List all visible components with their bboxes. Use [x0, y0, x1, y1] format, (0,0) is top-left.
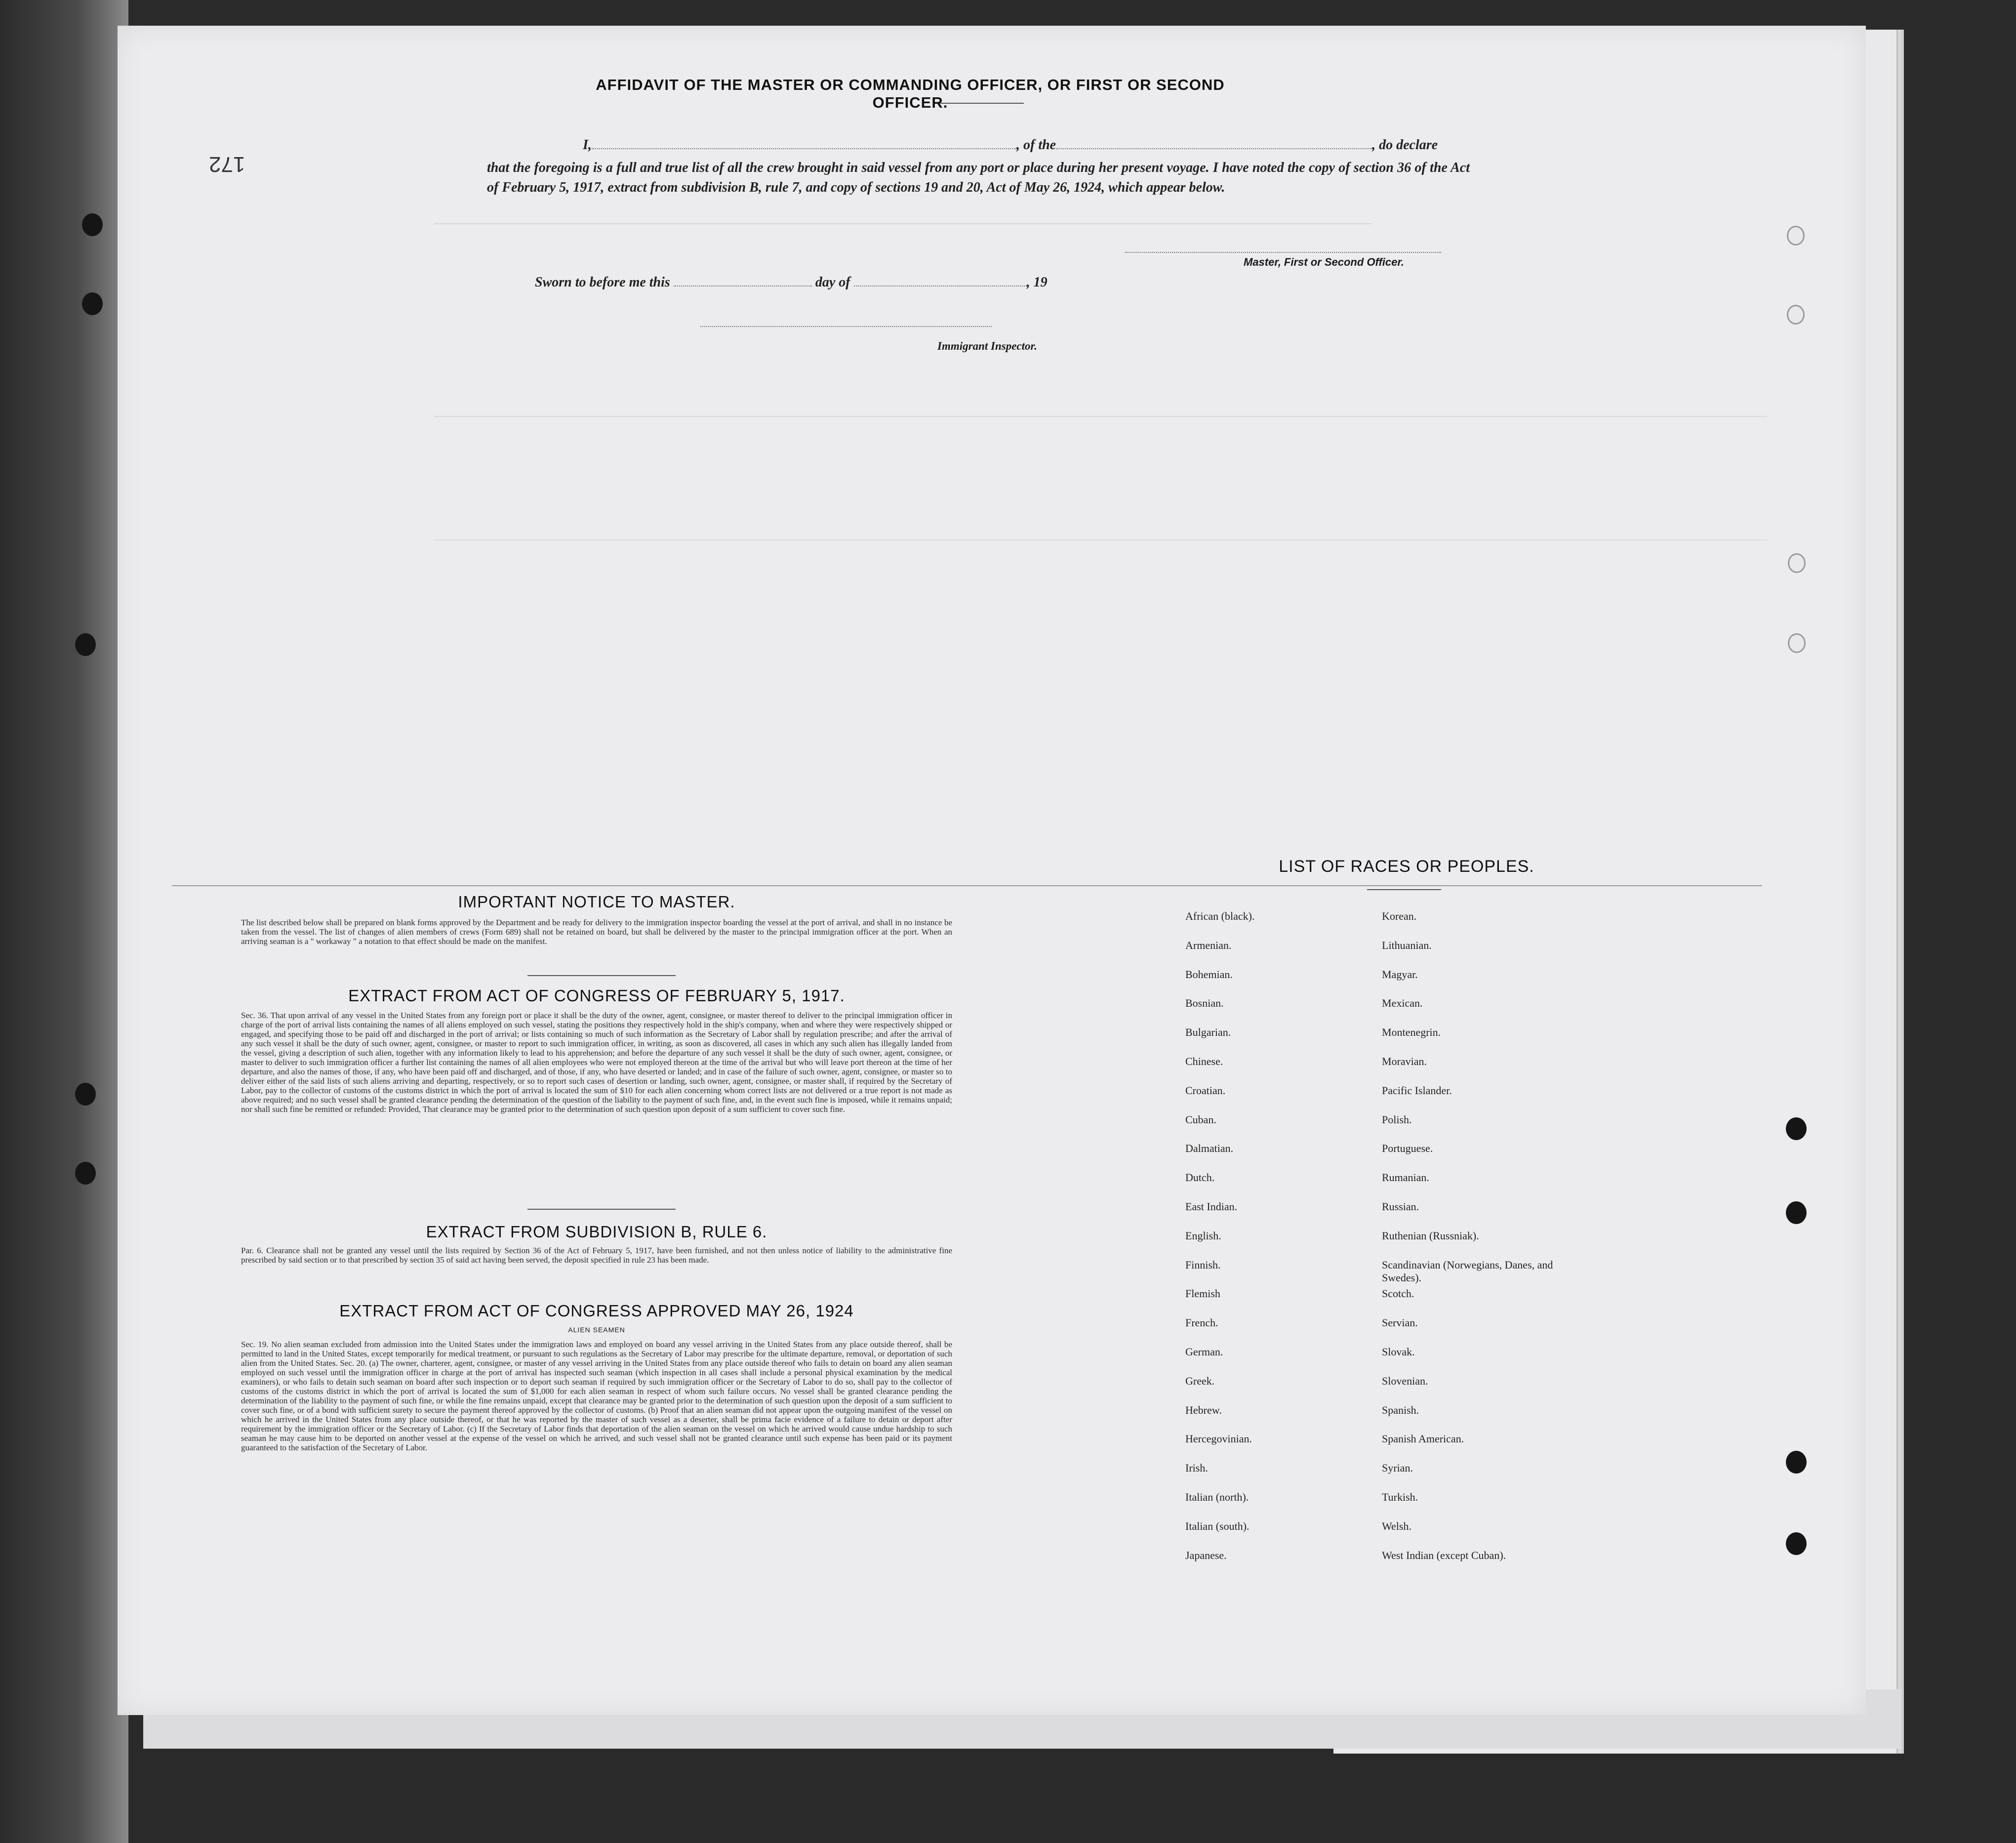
race-item: Portuguese.	[1382, 1142, 1433, 1155]
binder-hole	[75, 1162, 96, 1185]
extract-1924-subheading: ALIEN SEAMEN	[568, 1326, 625, 1334]
affidavit-i: I,	[583, 137, 592, 153]
race-item: Russian.	[1382, 1200, 1419, 1213]
race-item: Servian.	[1382, 1316, 1418, 1329]
binder-hole	[1786, 1201, 1807, 1224]
race-item: Lithuanian.	[1382, 939, 1432, 951]
form-page	[118, 26, 1866, 1715]
race-item: Cuban.	[1185, 1113, 1216, 1126]
affidavit-line1	[537, 135, 1579, 155]
day-blank	[674, 286, 812, 287]
race-item: Dutch.	[1185, 1171, 1215, 1184]
race-item: Turkish.	[1382, 1490, 1418, 1503]
races-left-column	[1185, 910, 1393, 1578]
bleed-through-line	[434, 539, 1767, 540]
sworn-prefix: Sworn to before me this	[535, 275, 670, 290]
binder-hole	[1786, 1532, 1807, 1555]
notice-rule	[527, 975, 676, 976]
bleed-through-line	[434, 416, 1767, 417]
notice-heading: IMPORTANT NOTICE TO MASTER.	[458, 893, 735, 911]
binder-hole	[75, 633, 96, 656]
race-item: Moravian.	[1382, 1055, 1427, 1067]
extract-1917-text: Sec. 36. That upon arrival of any vessel in the United States from any foreign port or place it shall be the duty of the owner, agent, consignee, or master thereof to deliver to the principal immigration officer in charge of the port of arrival lists containing the names of all aliens employed on such vessel, stating the positions they respectively hold in the ship's company, when and where they were respectively shipped or engaged, and specifying those to be paid off and discharged in the port of arrival; or lists containing so much of such information as the Secretary of Labor shall by regulation prescribe; and after the arrival of any such vessel it shall be the duty of such owner, agent, consignee, or master to report to such immigration officer, in writing, as soon as discovered, all cases in which any such alien has illegally landed from the vessel, giving a description of such alien, together with any information likely to lead to his apprehension; and before the departure of any such vessel it shall be the duty of such owner, agent, consignee, or master to deliver to such immigration officer a further list containing the names of all alien employees who were not employed thereon at the time of the arrival but who will leave port thereon at the time of her departure, and also the names of those, if any, who have been paid off and discharged, and of those, if any, who have deserted or landed; and in case of the failure of such owner, agent, consignee, or master so to deliver either of the said lists of such aliens arriving and departing, respectively, or so to report such cases of desertion or landing, such owner, agent, consignee, or master shall, if required by the Secretary of Labor, pay to the collector of customs of the customs district in which the port of arrival is located the sum of $10 for each alien concerning whom correct lists are not delivered or a true report is not made as above required; and no such vessel shall be granted clearance pending the determination of the question of the liability to the payment of such fine, and, in the event such fine is imposed, while it remains unpaid; nor shall such fine be remitted or refunded: Provided, That clearance may be granted prior to the determination of such question upon deposit of a sum sufficient to cover such fine.	[241, 1011, 952, 1114]
race-item: West Indian (except Cuban).	[1382, 1549, 1506, 1561]
month-blank	[854, 286, 1027, 287]
master-signature-label: Master, First or Second Officer.	[1244, 256, 1404, 268]
sworn-year: , 19	[1026, 275, 1048, 290]
affidavit-declare: , do declare	[1372, 137, 1438, 153]
affidavit-of-the: , of the	[1016, 137, 1056, 153]
race-item: Ruthenian (Russniak).	[1382, 1229, 1479, 1242]
binder-hole	[1787, 226, 1805, 246]
binder-hole	[75, 1083, 96, 1106]
race-item: Hebrew.	[1185, 1403, 1222, 1416]
race-item: Armenian.	[1185, 939, 1232, 951]
race-item: Croatian.	[1185, 1084, 1226, 1097]
race-item: Mexican.	[1382, 997, 1423, 1010]
binder-hole	[1787, 305, 1805, 325]
master-signature-line	[1125, 252, 1441, 253]
inspector-signature-line	[700, 326, 992, 327]
race-item: Bohemian.	[1185, 968, 1233, 981]
extract-1924-heading: EXTRACT FROM ACT OF CONGRESS APPROVED MAY 26, 1924	[339, 1302, 854, 1320]
race-item: Italian (north).	[1185, 1490, 1249, 1503]
scan-backdrop	[0, 0, 128, 1843]
rule6-text: Par. 6. Clearance shall not be granted any vessel until the lists required by Section 36 of the Act of February 5, 1917, have been furnished, and not then unless notice of liability to the administrative fine prescribed by said section or to that prescribed by section 35 of said act having been served, the deposit specified in rule 23 has been made.	[241, 1246, 952, 1265]
binder-hole	[1786, 1451, 1807, 1474]
race-item: Scandinavian (Norwegians, Danes, and Swedes).	[1382, 1258, 1553, 1284]
race-item: Hercegovinian.	[1185, 1433, 1252, 1445]
race-item: Flemish	[1185, 1287, 1220, 1300]
bleed-through-line	[434, 223, 1372, 224]
sworn-line	[535, 273, 1177, 292]
race-item: Dalmatian.	[1185, 1142, 1234, 1155]
extract-rule	[527, 1209, 676, 1210]
rule6-heading: EXTRACT FROM SUBDIVISION B, RULE 6.	[426, 1223, 767, 1241]
race-item: Spanish American.	[1382, 1433, 1464, 1445]
extract-1924-text: Sec. 19. No alien seaman excluded from admission into the United States under the immigration laws and employed on board any vessel arriving in the United States from any place outside thereof, shall be permitted to land in the United States, except temporarily for medical treatment, or pursuant to such regulations as the Secretary of Labor may prescribe for the ultimate departure, removal, or deportation of such alien from the United States. Sec. 20. (a) The owner, charterer, agent, consignee, or master of any vessel arriving in the United States from any place outside thereof who fails to detain on board any alien seaman employed on such vessel until the immigration officer in charge at the port of arrival has inspected such seaman (which inspection in all cases shall include a personal physical examination by the medical examiners), or who fails to detain such seaman on board after such inspection or to deport such seaman if required by such immigration officer or the Secretary of Labor to do so, shall pay to the collector of customs of the customs district in which the port of arrival is located the sum of $1,000 for each alien seaman in respect of whom such failure occurs. No vessel shall be granted clearance pending the determination of the liability to the payment of such fine, or while the fine remains unpaid, except that clearance may be granted prior to the determination of such question upon the deposit of a sum sufficient to cover such fine, or of a bond with sufficient surety to secure the payment thereof approved by the collector of customs. (b) Proof that an alien seaman did not appear upon the outgoing manifest of the vessel on which he arrived in the United States from any place outside thereof, or that he was reported by the master of such vessel as a deserter, shall be prima facie evidence of a failure to detain or deport after requirement by the immigration officer or the Secretary of Labor. (c) If the Secretary of Labor finds that deportation of the alien seaman on the vessel on which he arrived would cause undue hardship to such seaman he may cause him to be deported on another vessel at the expense of the vessel on which he arrived, and such vessel shall not be granted clearance until such expense has been paid or its payment guaranteed to the satisfaction of the Secretary of Labor.	[241, 1340, 952, 1452]
race-item: Bosnian.	[1185, 997, 1224, 1010]
race-item: Italian (south).	[1185, 1519, 1250, 1532]
section-divider	[172, 885, 1762, 886]
inspector-label: Immigrant Inspector.	[937, 340, 1037, 352]
race-item: Rumanian.	[1382, 1171, 1429, 1184]
race-item: Japanese.	[1185, 1549, 1227, 1561]
notice-text: The list described below shall be prepared on blank forms approved by the Department and be ready for delivery to the immigration inspector boarding the vessel at the port of arrival, and shall in no instance be taken from the vessel. The list of changes of alien members of crews (Form 689) shall not be retained on board, but shall be delivered by the master to the principal immigration officer at the port. When an arriving seaman is a " workaway " a notation to that effect should be made on the manifest.	[241, 918, 952, 946]
binder-hole	[1788, 633, 1806, 653]
race-item: African (black).	[1185, 910, 1255, 922]
race-item: Korean.	[1382, 910, 1417, 922]
race-item: Pacific Islander.	[1382, 1084, 1452, 1097]
races-rule	[1367, 889, 1441, 890]
vessel-blank	[1056, 148, 1372, 149]
race-item: Syrian.	[1382, 1462, 1413, 1474]
binder-hole	[82, 213, 103, 236]
race-item: German.	[1185, 1345, 1223, 1358]
race-item: Polish.	[1382, 1113, 1412, 1126]
race-item: Spanish.	[1382, 1403, 1419, 1416]
name-blank	[592, 148, 1016, 149]
binder-hole	[1788, 553, 1806, 573]
extract-1917-heading: EXTRACT FROM ACT OF CONGRESS OF FEBRUARY 5, 1917.	[348, 986, 845, 1005]
race-item: Slovak.	[1382, 1345, 1415, 1358]
race-item: Magyar.	[1382, 968, 1418, 981]
race-item: Irish.	[1185, 1462, 1208, 1474]
race-item: Greek.	[1185, 1374, 1215, 1387]
races-right-column	[1382, 910, 1570, 1578]
races-heading: LIST OF RACES OR PEOPLES.	[1279, 857, 1534, 876]
affidavit-body: that the foregoing is a full and true list of all the crew brought in said vessel from any port or place during her present voyage. I have noted the copy of section 36 of the Act of February 5, 1917, extract from subdivision B, rule 7, and copy of sections 19 and 20, Act of May 26, 1924, which appear below.	[487, 160, 1470, 195]
binder-hole	[1786, 1117, 1807, 1140]
race-item: East Indian.	[1185, 1200, 1238, 1213]
page-stamp-number: 172	[209, 152, 245, 176]
race-item: Bulgarian.	[1185, 1026, 1231, 1039]
race-item: Chinese.	[1185, 1055, 1223, 1067]
race-item: French.	[1185, 1316, 1218, 1329]
affidavit-title: AFFIDAVIT OF THE MASTER OR COMMANDING OFFICER, OR FIRST OR SECOND OFFICER.	[596, 76, 1225, 111]
race-item: Welsh.	[1382, 1519, 1411, 1532]
race-item: English.	[1185, 1229, 1221, 1242]
binder-hole	[82, 292, 103, 315]
title-rule	[940, 103, 1024, 104]
race-item: Finnish.	[1185, 1258, 1221, 1271]
race-item: Slovenian.	[1382, 1374, 1428, 1387]
race-item: Montenegrin.	[1382, 1026, 1441, 1039]
sworn-day-of: day of	[815, 275, 850, 290]
race-item: Scotch.	[1382, 1287, 1414, 1300]
